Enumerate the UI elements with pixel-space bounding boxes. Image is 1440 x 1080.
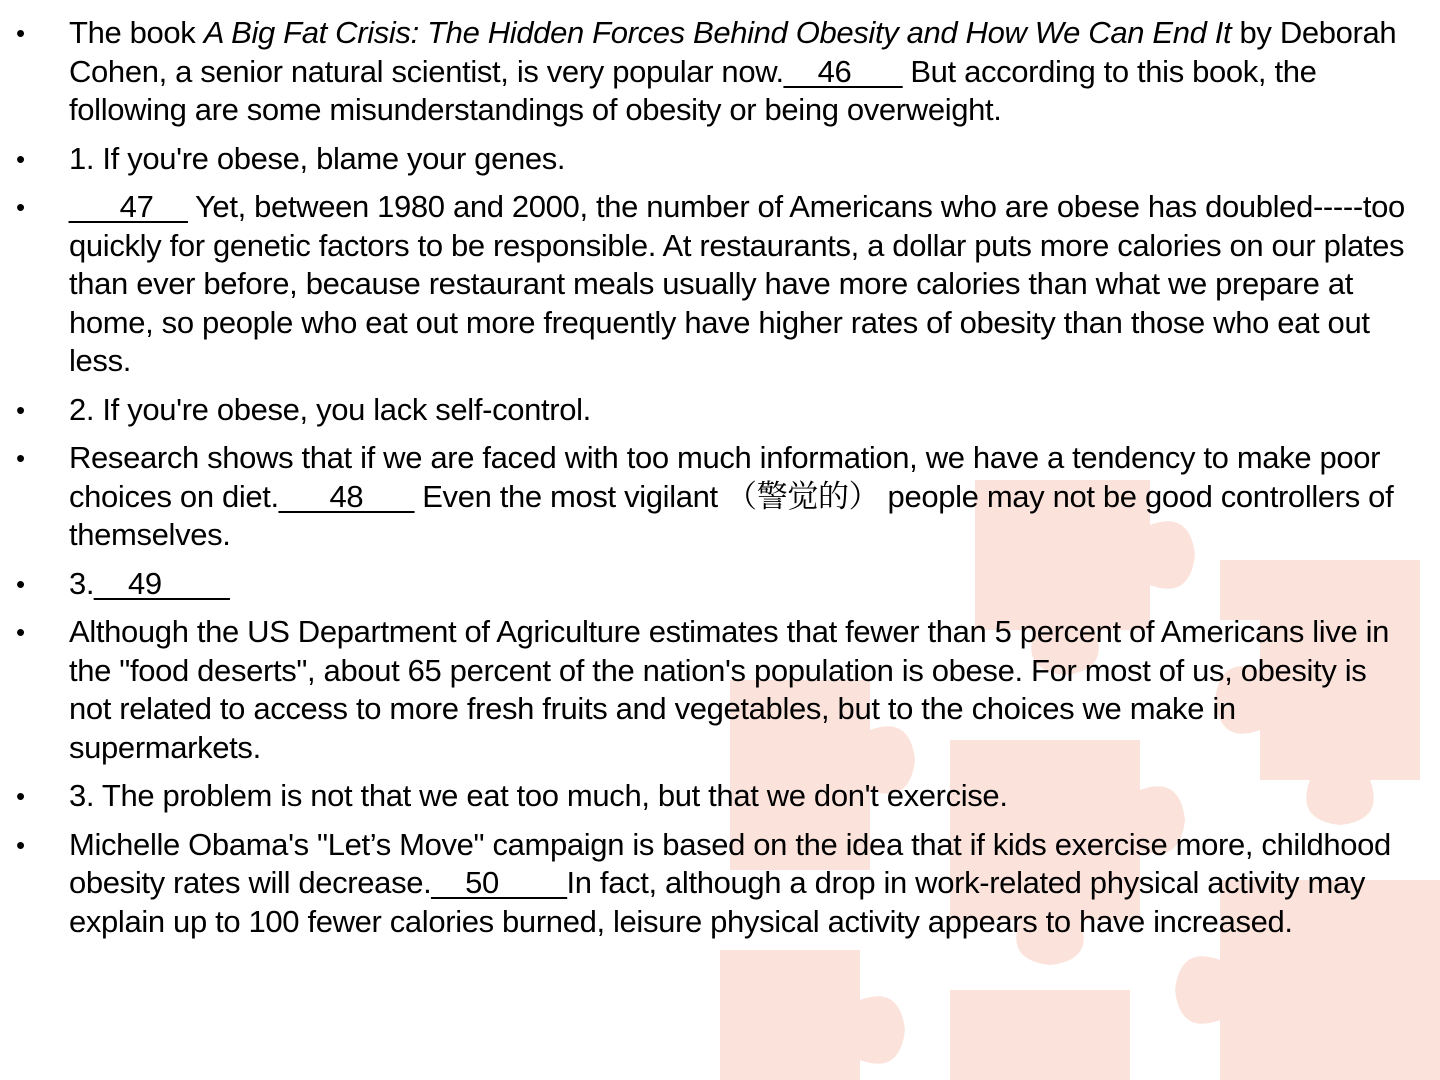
bullet-icon: •	[16, 617, 25, 647]
bullet-icon: •	[16, 18, 25, 48]
bullet-item-explanation-2	[16, 439, 1412, 555]
bullet-item-myth-1	[16, 140, 1412, 179]
bullet-item-intro	[16, 14, 1412, 130]
bullet-item-myth-3-blank	[16, 565, 1412, 604]
bullet-icon: •	[16, 192, 25, 222]
bullet-icon: •	[16, 394, 25, 425]
explanation-2-text-end: people may not be good controllers of themselves.	[69, 478, 1394, 552]
bullet-icon: •	[16, 143, 25, 174]
bullet-item-explanation-1	[16, 188, 1412, 381]
intro-text-author: by Deborah Cohen, a senior natural scientist, is very popular now.	[69, 15, 1397, 89]
myth-1-text: 1. If you're obese, blame your genes.	[69, 140, 566, 176]
bullet-icon: •	[16, 829, 25, 860]
bullet-item-myth-2	[16, 391, 1412, 430]
bullet-icon: •	[16, 443, 25, 473]
intro-text-start: The book	[69, 15, 204, 50]
blank-50: __50____	[431, 865, 567, 900]
bullet-icon: •	[16, 568, 25, 599]
myth-3-prefix: 3.	[69, 565, 95, 601]
explanation-2-text-mid: Even the most vigilant	[413, 478, 727, 514]
bullet-item-myth-4	[16, 777, 1412, 816]
blank-48: ___48___	[278, 478, 414, 514]
explanation-4-text-end: In fact, although a drop in work-related physical activity may explain up to 100 fewer calories burned, leisure physical activity appears to have increased.	[69, 865, 1365, 939]
explanation-1-text: Yet, between 1980 and 2000, the number of Americans who are obese has doubled-----too quickly for genetic factors to be responsible. At restaurants, a dollar puts more calories on our plates than ever before, because restaurant meals usually have more calories than what we prepare at home, so people who eat out more frequently have higher rates of obesity than those who eat out less.	[69, 189, 1405, 378]
bullet-icon: •	[16, 781, 25, 811]
book-title: A Big Fat Crisis: The Hidden Forces Behind Obesity and How We Can End It	[203, 15, 1232, 50]
blank-46: __46___	[783, 53, 903, 89]
explanation-3-text: Although the US Department of Agriculture estimates that fewer than 5 percent of Americans live in the "food deserts", about 65 percent of the nation's population is obese. For most of us, obesity is not related to access to more fresh fruits and vegetables, but to the choices we make in supermarkets.	[69, 614, 1390, 765]
bullet-item-explanation-3	[16, 613, 1412, 767]
bullet-item-explanation-4	[16, 826, 1412, 942]
intro-text-end: But according to this book, the following are some misunderstandings of obesity or being overweight.	[69, 53, 1317, 127]
explanation-4-text-start: Michelle Obama's "Let’s Move" campaign is based on the idea that if kids exercise more, childhood obesity rates will decrease.	[69, 826, 1391, 900]
myth-4-text: 3. The problem is not that we eat too much, but that we don't exercise.	[69, 778, 1008, 813]
explanation-2-text-start: Research shows that if we are faced with too much information, we have a tendency to make poor choices on diet.	[69, 440, 1381, 514]
myth-2-text: 2. If you're obese, you lack self-control.	[69, 391, 591, 427]
blank-49: __49____	[94, 565, 230, 601]
blank-47: ___47__	[69, 189, 188, 224]
chinese-gloss: （警觉的）	[726, 478, 880, 515]
